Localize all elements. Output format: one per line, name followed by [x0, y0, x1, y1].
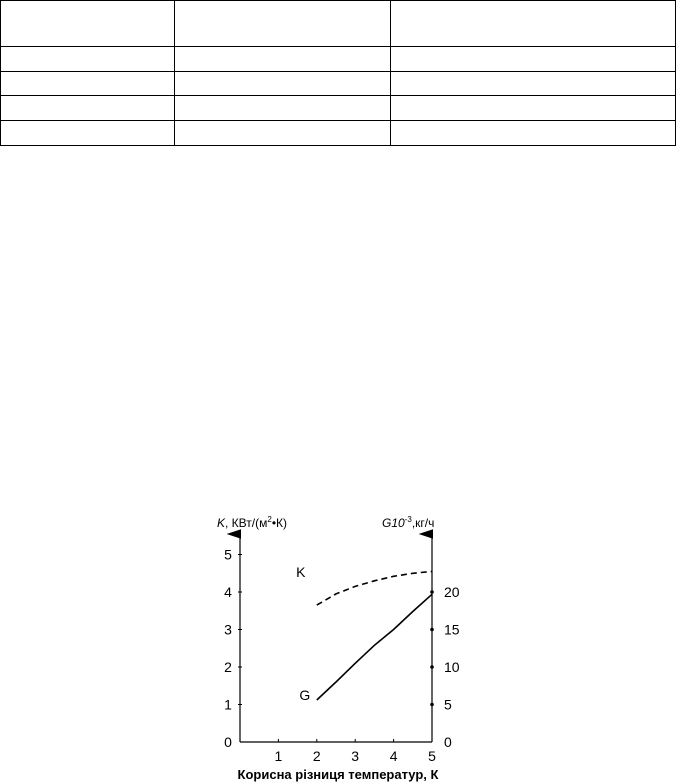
series-k-label: K [296, 564, 306, 581]
series-g-label: G [299, 687, 311, 703]
right-tick-mark [430, 628, 434, 632]
x-tick-label: 2 [312, 748, 321, 764]
right-tick-label: 10 [444, 659, 460, 675]
series-g-line [317, 594, 432, 700]
left-tick-label: 5 [224, 546, 232, 563]
series-k-line [317, 571, 432, 605]
x-tick-label: 4 [389, 748, 398, 764]
left-tick-label: 3 [224, 621, 232, 638]
left-tick-label: 2 [224, 659, 232, 675]
x-tick-label: 3 [351, 748, 360, 764]
left-tick-label: 0 [224, 734, 232, 750]
right-tick-label: 20 [444, 584, 460, 600]
right-tick-mark [430, 590, 434, 594]
right-tick-label: 0 [444, 734, 452, 750]
right-tick-label: 5 [444, 696, 452, 713]
series-layer [317, 571, 432, 700]
left-tick-label: 4 [224, 584, 232, 600]
right-tick-label: 15 [444, 621, 460, 638]
axes [238, 534, 434, 742]
x-axis-label: Корисна різниця температур, К [237, 767, 439, 782]
left-tick-label: 1 [224, 696, 232, 713]
right-axis-label: $G10^{-3},кг/ч$ [382, 515, 435, 530]
x-tick-label: 1 [274, 748, 283, 764]
right-tick-mark [430, 665, 434, 669]
left-axis-label: K, КВт/$(м^2•К)$ [217, 515, 287, 530]
right-tick-mark [430, 703, 434, 707]
x-tick-label: 5 [428, 748, 436, 764]
